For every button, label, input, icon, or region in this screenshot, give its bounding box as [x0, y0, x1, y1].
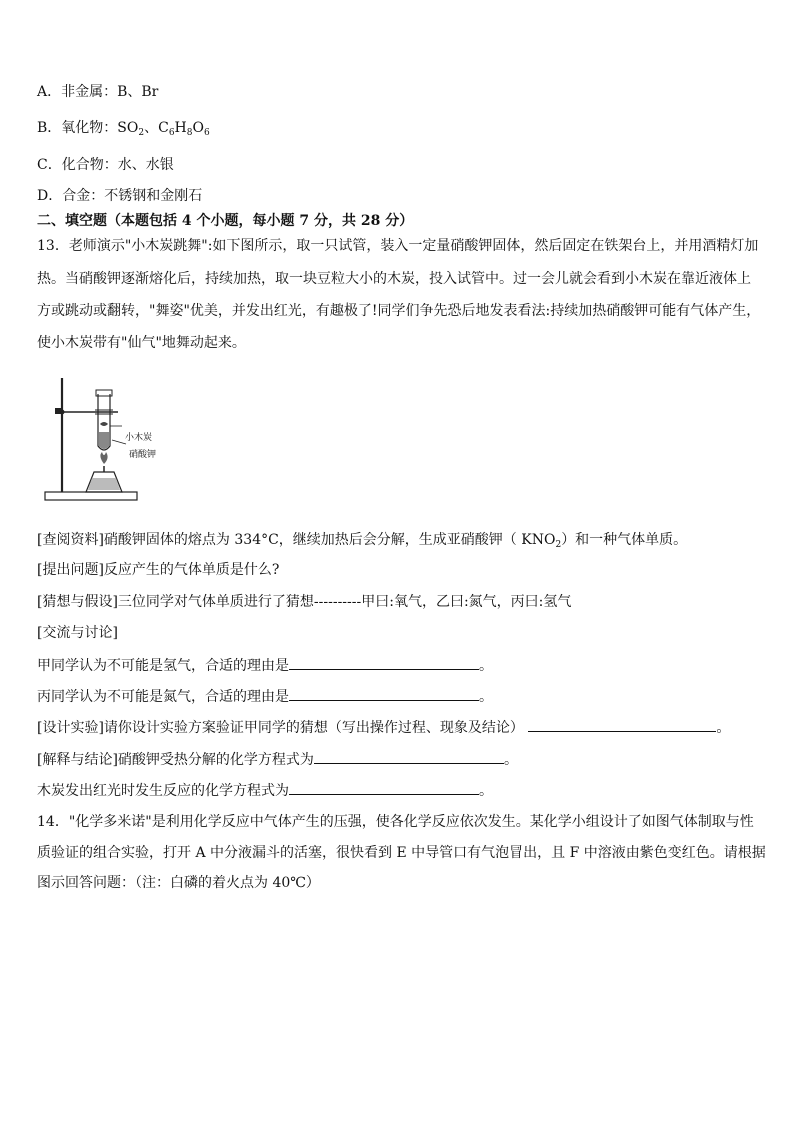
- answer-blank-design[interactable]: [528, 716, 716, 732]
- answer-blank-jia[interactable]: [289, 654, 479, 670]
- apparatus-figure: [40, 374, 190, 506]
- option-c: C．化合物：水、水银: [37, 157, 174, 173]
- q13-line-3: 方或跳动或翻转，"舞姿"优美，并发出红光，有趣极了!同学们争先恐后地发表看法:持续加热硝酸钾可能有气体产生，: [37, 303, 761, 319]
- q13-question: [提出问题]反应产生的气体单质是什么?: [37, 562, 280, 578]
- label-kno3: 硝酸钾: [129, 450, 157, 460]
- q13-line-4: 使小木炭带有"仙气"地舞动起来。: [37, 335, 246, 351]
- q13-jia: 甲同学认为不可能是氢气，合适的理由是 。: [37, 654, 493, 676]
- q13-charcoal: 木炭发出红光时发生反应的化学方程式为 。: [37, 779, 493, 801]
- q14-line-3: 图示回答问题：（注：白磷的着火点为 40℃）: [37, 875, 320, 891]
- option-a: A．非金属：B、Br: [37, 84, 159, 100]
- q13-design: [设计实验]请你设计实验方案验证甲同学的猜想（写出操作过程、现象及结论） 。: [37, 716, 730, 738]
- q13-explain: [解释与结论]硝酸钾受热分解的化学方程式为 。: [37, 748, 518, 770]
- answer-blank-explain[interactable]: [314, 748, 504, 764]
- q13-info: [查阅资料]硝酸钾固体的熔点为 334°C，继续加热后会分解，生成亚硝酸钾（ $KNO_2$）和一种气体单质。: [37, 532, 688, 550]
- q13-line-1: 13．老师演示"小木炭跳舞":如下图所示，取一只试管，装入一定量硝酸钾固体，然后固定在铁架台上，并用酒精灯加: [37, 238, 759, 254]
- q13-bing: 丙同学认为不可能是氮气，合适的理由是 。: [37, 685, 493, 707]
- option-d: D．合金：不锈钢和金刚石: [37, 188, 203, 204]
- q14-line-2: 质验证的组合实验，打开 A 中分液漏斗的活塞，很快看到 E 中导管口有气泡冒出，且 F 中溶液由紫色变红色。请根据: [37, 845, 766, 861]
- label-charcoal: 小木炭: [125, 433, 153, 443]
- q13-hypothesis: [猜想与假设]三位同学对气体单质进行了猜想----------甲曰:氧气，乙曰:氮气，丙曰:氢气: [37, 594, 572, 610]
- answer-blank-charcoal[interactable]: [289, 779, 479, 795]
- option-b: B．氧化物：$SO_2$、$C_6H_8O_6$: [37, 120, 210, 138]
- answer-blank-bing[interactable]: [289, 685, 479, 701]
- q14-line-1: 14．"化学多米诺"是利用化学反应中气体产生的压强，使各化学反应依次发生。某化学小组设计了如图气体制取与性: [37, 814, 754, 830]
- apparatus-diagram: [40, 374, 190, 506]
- q13-line-2: 热。当硝酸钾逐渐熔化后，持续加热，取一块豆粒大小的木炭，投入试管中。过一会儿就会看到小木炭在靠近液体上: [37, 271, 751, 287]
- q13-discuss: [交流与讨论]: [37, 625, 118, 641]
- section-title: 二、填空题（本题包括 4 个小题，每小题 7 分，共 28 分）: [37, 213, 414, 229]
